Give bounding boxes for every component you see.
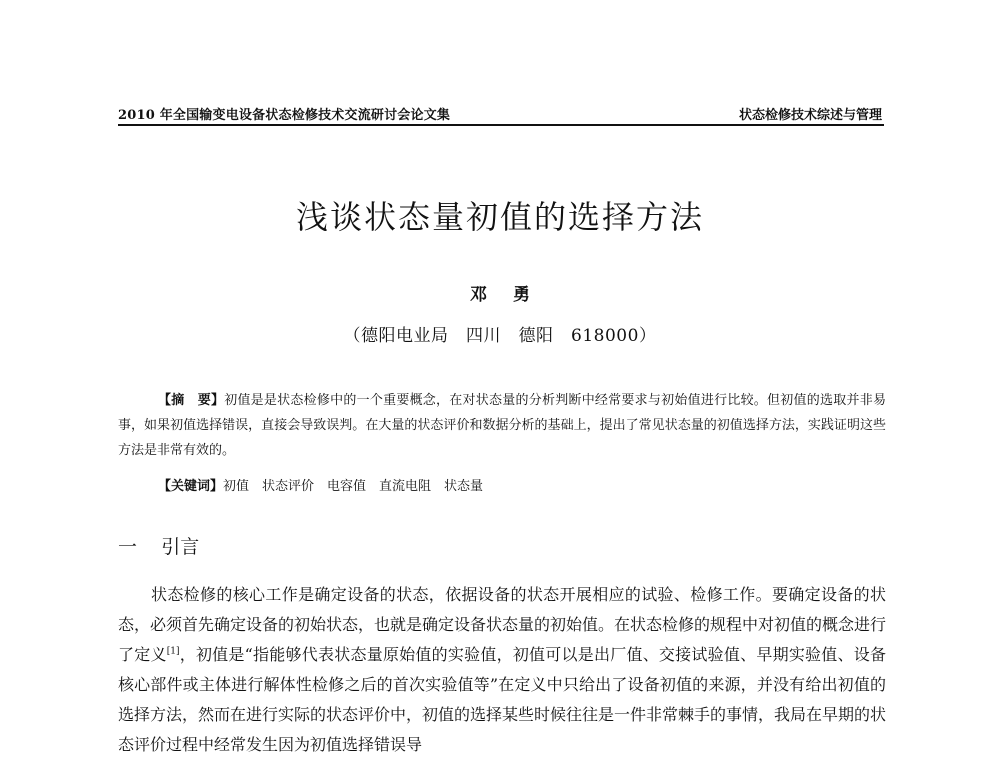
abstract-text: 初值是是状态检修中的一个重要概念，在对状态量的分析判断中经常要求与初始值进行比较。但初值的选取并非易事，如果初值选择错误，直接会导致误判。在大量的状态评价和数据分析的基础上，提出了常见状态量的初值选择方法，实践证明这些方法是非常有效的。 (118, 393, 886, 458)
header-proceedings-title: 2010 年全国输变电设备状态检修技术交流研讨会论文集 (118, 108, 451, 123)
section-number: 一 (118, 536, 138, 558)
keywords-text: 初值 状态评价 电容值 直流电阻 状态量 (223, 479, 484, 494)
author-affiliation: （德阳电业局 四川 德阳 618000） (343, 326, 657, 346)
abstract (118, 388, 886, 463)
body-text-part2: ，初值是“指能够代表状态量原始值的实验值，初值可以是出厂值、交接试验值、早期实验值、设备核心部件或主体进行解体性检修之后的首次实验值等”在定义中只给出了设备初值的来源，并没有给出初值的选择方法，然而在进行实际的状态评价中，初值的选择某些时候往往是一件非常棘手的事情，我局在早期的状态评价过程中经常发生因为初值选择错误导 (118, 645, 887, 754)
keywords-label: 【关键词】 (158, 479, 224, 494)
header-section-name: 状态检修技术综述与管理 (738, 108, 882, 123)
abstract-label: 【摘 要】 (158, 393, 225, 408)
author-name: 邓 勇 (470, 285, 540, 305)
section-title: 引言 (161, 536, 200, 558)
body-text-part1: 状态检修的核心工作是确定设备的状态，依据设备的状态开展相应的试验、检修工作。要确定设备的状态，必须首先确定设备的初始状态，也就是确定设备状态量的初始值。在状态检修的规程中对初值的概念进行了定义 (118, 585, 887, 664)
citation-reference: [1] (166, 646, 180, 657)
keywords (158, 475, 878, 494)
body-paragraph (118, 580, 886, 760)
section-heading (118, 532, 199, 559)
paper-title: 浅谈状态量初值的选择方法 (295, 198, 704, 236)
running-header (118, 104, 884, 126)
